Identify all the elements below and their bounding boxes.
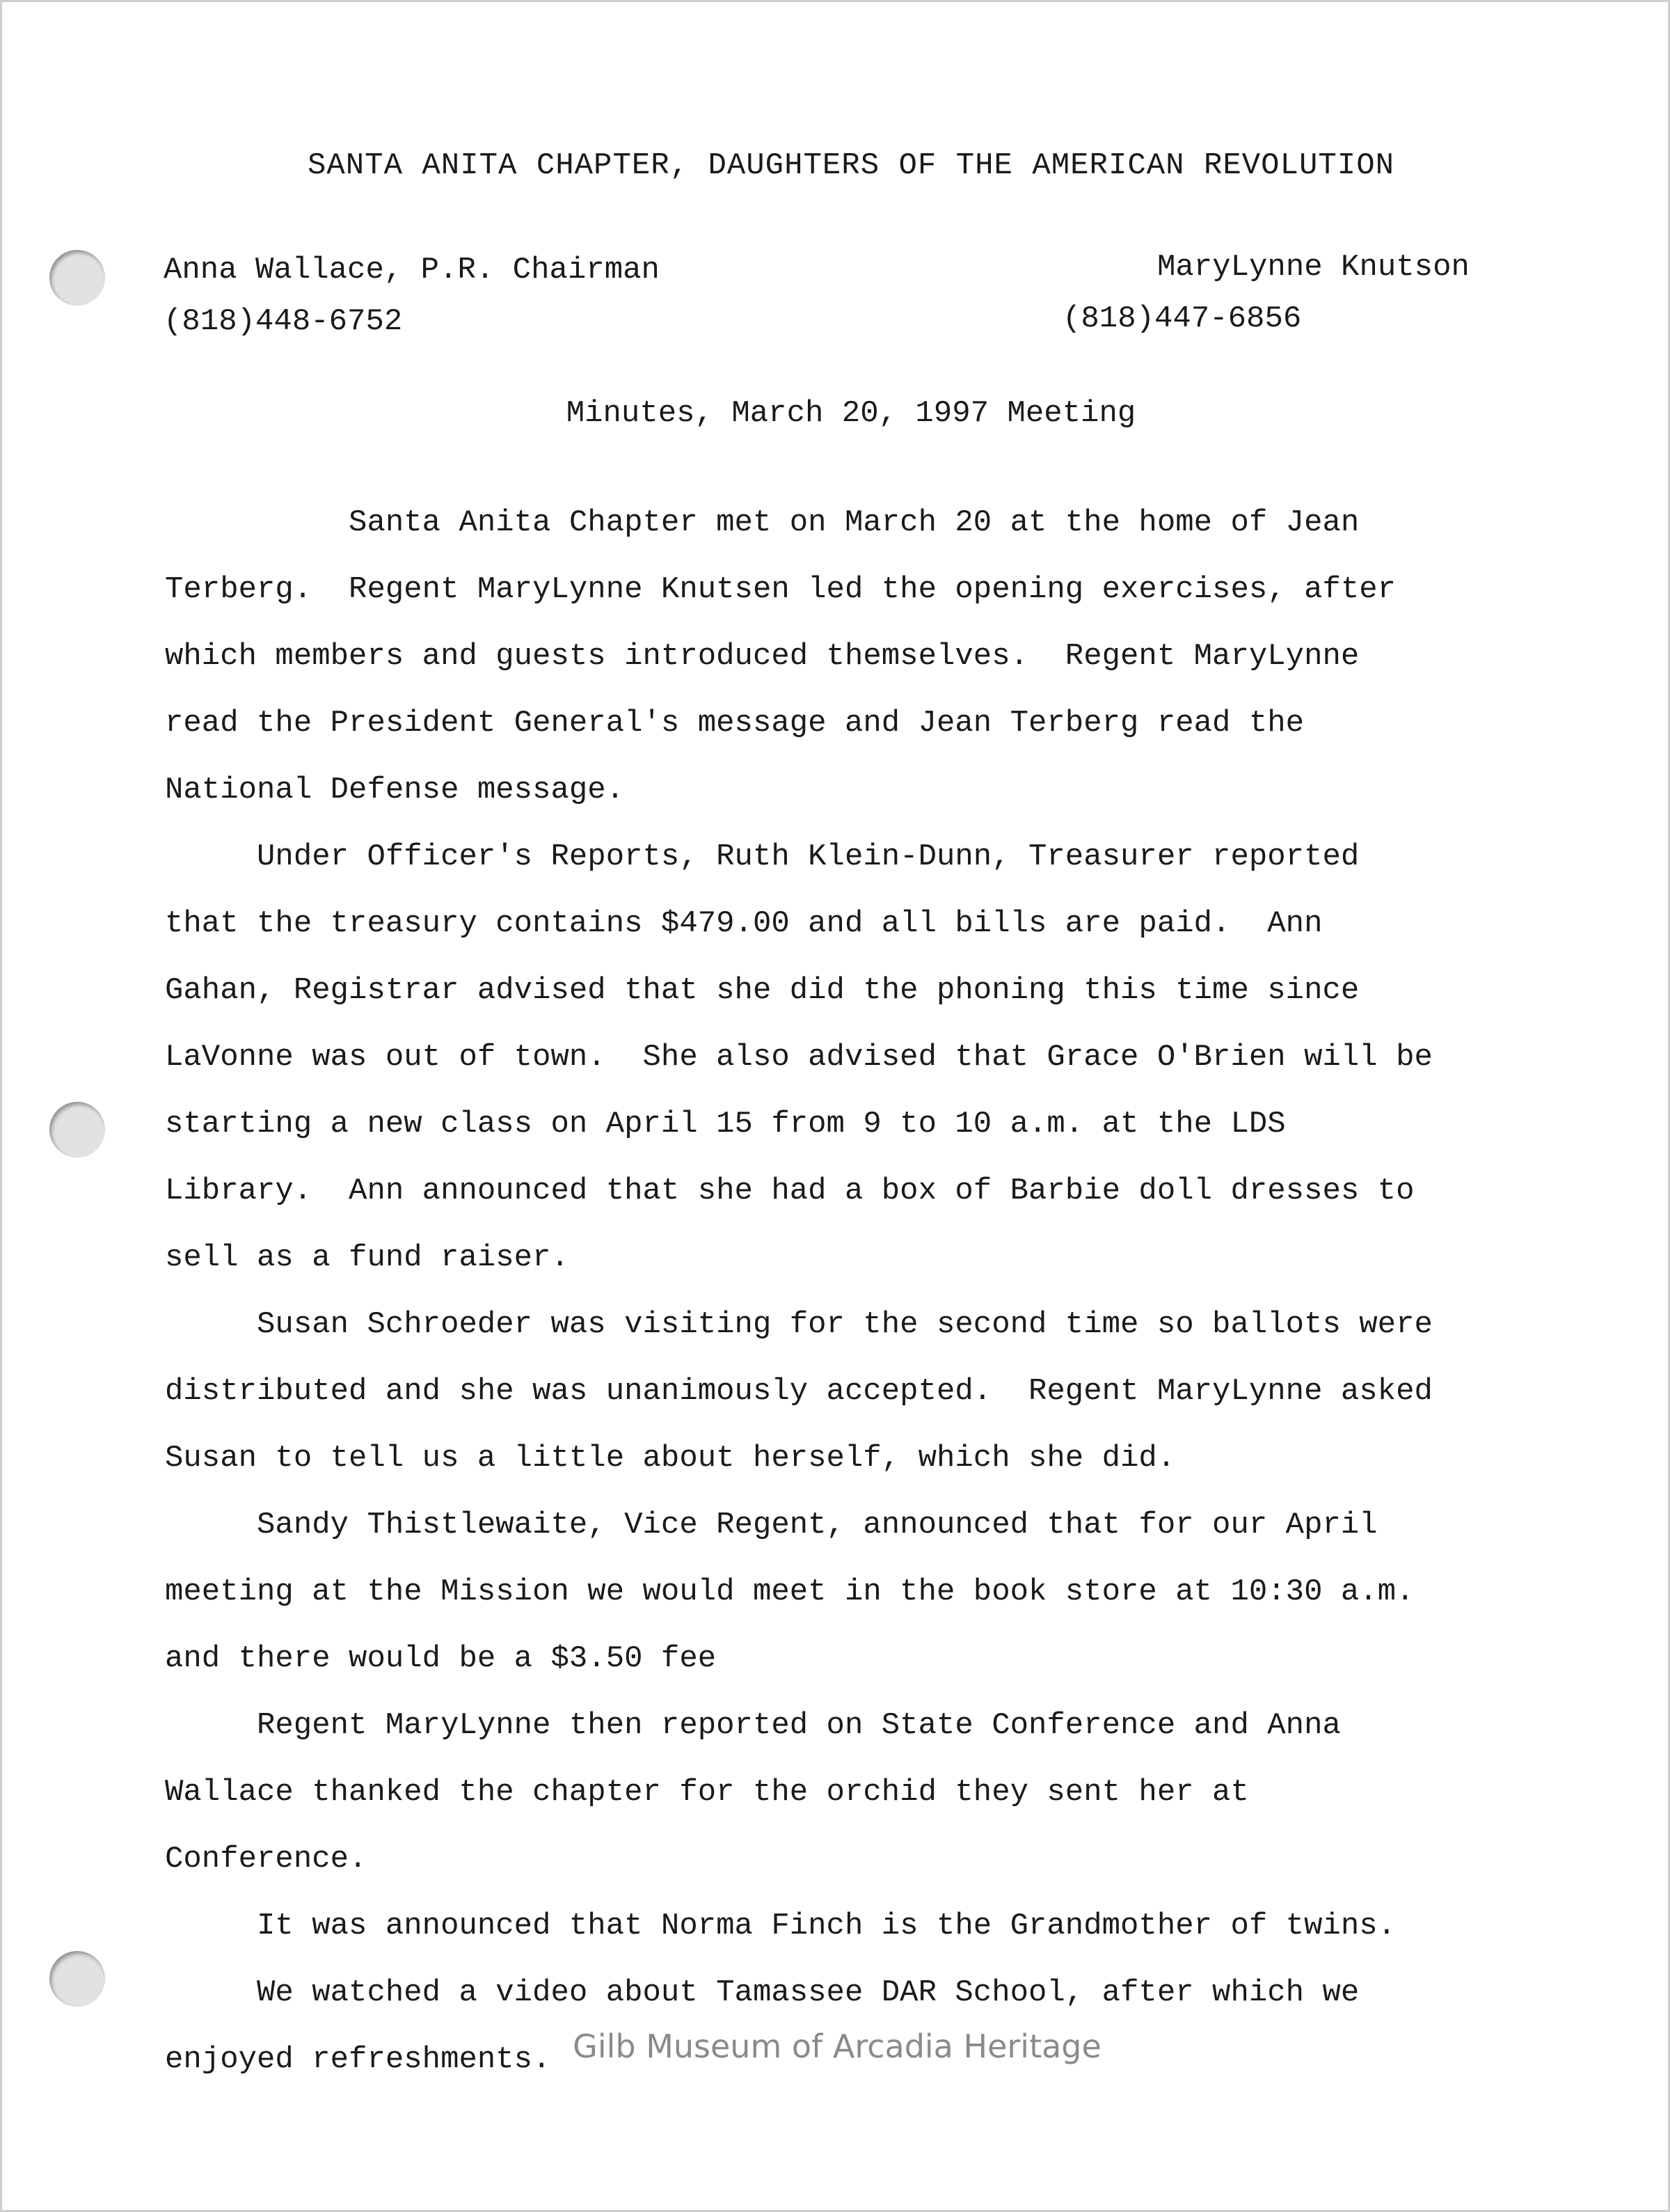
body-line: distributed and she was unanimously accepted. Regent MaryLynne asked <box>165 1374 1433 1409</box>
minutes-title: Minutes, March 20, 1997 Meeting <box>566 396 1136 431</box>
contact-left-phone: (818)448-6752 <box>164 304 403 339</box>
contact-right-name: MaryLynne Knutson <box>1157 250 1470 285</box>
contact-right <box>1063 242 1470 345</box>
body-line: Santa Anita Chapter met on March 20 at the home of Jean <box>165 505 1360 540</box>
body-line: Wallace thanked the chapter for the orchid they sent her at <box>165 1775 1249 1810</box>
body-line: read the President General's message and Jean Terberg read the <box>165 706 1305 741</box>
body-line: Susan to tell us a little about herself, which she did. <box>165 1441 1176 1476</box>
body-line: sell as a fund raiser. <box>165 1240 569 1275</box>
body-line: which members and guests introduced themselves. Regent MaryLynne <box>165 639 1360 674</box>
binder-hole-bottom <box>49 1951 105 2007</box>
body-line: Susan Schroeder was visiting for the second time so ballots were <box>165 1307 1433 1342</box>
binder-hole-middle <box>49 1102 105 1158</box>
body-line: Conference. <box>165 1842 367 1877</box>
contact-right-phone: (818)447-6856 <box>1063 301 1302 336</box>
body-line: starting a new class on April 15 from 9 to 10 a.m. at the LDS <box>165 1107 1286 1141</box>
body-line: enjoyed refreshments. <box>165 2042 551 2077</box>
contact-left-name: Anna Wallace, P.R. Chairman <box>164 253 660 287</box>
body-line: and there would be a $3.50 fee <box>165 1641 717 1676</box>
body-line: It was announced that Norma Finch is the Grandmother of twins. <box>165 1909 1397 1943</box>
body-line: We watched a video about Tamassee DAR School, after which we <box>165 1975 1360 2010</box>
body-line: that the treasury contains $479.00 and all bills are paid. Ann <box>165 906 1323 941</box>
body-line: Library. Ann announced that she had a box of Barbie doll dresses to <box>165 1174 1415 1208</box>
minutes-body <box>165 489 1557 2093</box>
binder-hole-top <box>49 250 105 306</box>
contact-left <box>164 244 660 347</box>
body-line: Terberg. Regent MaryLynne Knutsen led the opening exercises, after <box>165 572 1397 607</box>
document-heading: SANTA ANITA CHAPTER, DAUGHTERS OF THE AMERICAN REVOLUTION <box>307 148 1395 183</box>
body-line: Gahan, Registrar advised that she did the phoning this time since <box>165 973 1360 1008</box>
body-line: meeting at the Mission we would meet in the book store at 10:30 a.m. <box>165 1574 1415 1609</box>
body-line: LaVonne was out of town. She also advised that Grace O'Brien will be <box>165 1040 1433 1075</box>
body-line: Under Officer's Reports, Ruth Klein-Dunn, Treasurer reported <box>165 839 1360 874</box>
archive-watermark: Gilb Museum of Arcadia Heritage <box>573 2028 1102 2065</box>
body-line: National Defense message. <box>165 773 625 807</box>
body-line: Regent MaryLynne then reported on State Conference and Anna <box>165 1708 1341 1743</box>
body-line: Sandy Thistlewaite, Vice Regent, announced that for our April <box>165 1508 1378 1542</box>
